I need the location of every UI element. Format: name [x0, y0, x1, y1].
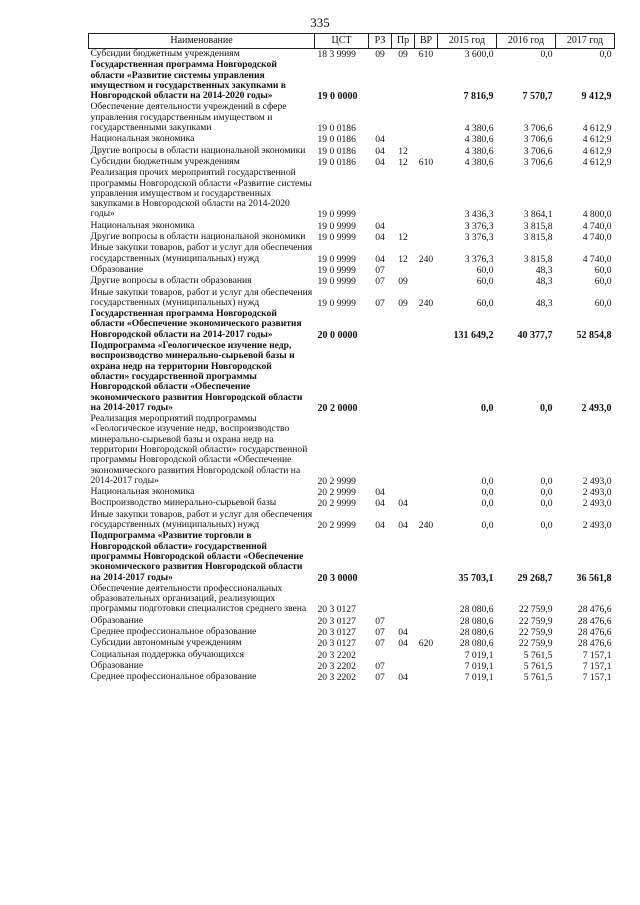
row-2016: 0,0 [540, 520, 553, 532]
row-name: Воспроизводство минерально-сырьевой базы [90, 497, 277, 509]
row-rz [369, 168, 392, 220]
row-name: Субсидии бюджетным учреждениям [90, 155, 240, 167]
row-2017: 52 854,8 [576, 329, 612, 341]
row-2015: 3 376,3 [464, 253, 494, 265]
row-name: Подпрограмма «Развитие торговли в Новгородской области» государственной программы Новгородской области «Обеспечение экономического развития Новгородской области на 2014-2017 годы» [90, 530, 304, 583]
row-vr [415, 341, 438, 414]
row-rz: 04 [375, 220, 385, 232]
row-cst: 20 3 0127 [317, 638, 356, 650]
row-2017: 2 493,0 [582, 498, 612, 510]
row-pr: 12 [398, 232, 408, 244]
row-2016: 40 377,7 [517, 329, 553, 341]
table-row [89, 309, 615, 341]
row-cst: 20 3 0127 [317, 627, 356, 639]
row-2016: 5 761,5 [523, 649, 553, 661]
row-2016: 22 759,9 [518, 604, 553, 616]
row-2017: 2 493,0 [582, 475, 612, 487]
row-rz: 04 [375, 487, 385, 499]
row-2017: 7 157,1 [582, 649, 612, 661]
row-2015: 3 436,3 [464, 209, 494, 221]
row-2017: 2 493,0 [582, 487, 612, 499]
row-rz: 07 [375, 660, 385, 672]
row-name: Другие вопросы в области национальной экономики [90, 231, 306, 243]
table-row [89, 650, 615, 661]
row-cst: 19 0 0186 [317, 156, 356, 168]
row-pr [392, 309, 415, 341]
row-cst: 20 3 0127 [317, 604, 356, 616]
table-row [89, 168, 615, 220]
row-2016: 0,0 [540, 402, 553, 414]
row-2017: 28 476,6 [577, 604, 612, 616]
row-2016: 5 761,5 [523, 660, 553, 672]
row-cst: 20 3 2202 [317, 660, 356, 672]
row-2016: 3 706,6 [523, 156, 553, 168]
row-pr: 09 [398, 49, 408, 60]
row-pr [392, 102, 415, 134]
row-vr [415, 276, 438, 287]
row-pr: 04 [398, 638, 408, 650]
table-row [89, 134, 615, 145]
row-2016: 0,0 [540, 498, 553, 510]
row-pr [392, 616, 415, 627]
row-2015: 0,0 [481, 520, 494, 532]
row-2016: 22 759,9 [518, 638, 553, 650]
row-pr [392, 414, 415, 487]
page-number: 335 [310, 15, 330, 30]
row-name: Обеспечение деятельности учреждений в сфере управления государственным имуществом и государственными закупками [90, 101, 287, 134]
row-rz [369, 60, 392, 102]
row-cst: 20 3 2202 [317, 649, 356, 661]
row-cst: 19 0 0000 [317, 91, 358, 103]
row-cst: 20 3 0127 [317, 615, 356, 627]
row-2016: 48,3 [535, 276, 553, 288]
header-rz: РЗ [369, 34, 392, 49]
row-2015: 3 376,3 [464, 232, 494, 244]
row-name: Иные закупки товаров, работ и услуг для обеспечения государственных (муниципальных) нужд [90, 508, 313, 531]
row-name: Субсидии автономным учреждениям [90, 637, 242, 649]
row-name: Национальная экономика [90, 219, 195, 231]
row-vr [415, 134, 438, 145]
row-pr: 04 [398, 520, 408, 532]
row-cst: 20 3 2202 [317, 672, 356, 684]
row-vr [415, 168, 438, 220]
row-rz: 04 [375, 232, 385, 244]
row-vr: 240 [418, 253, 434, 265]
row-pr: 09 [398, 276, 408, 288]
row-2017: 60,0 [594, 297, 612, 309]
row-cst: 19 0 9999 [317, 253, 356, 265]
row-2017: 9 412,9 [581, 91, 612, 103]
row-2017: 4 740,0 [582, 232, 612, 244]
row-2015: 0,0 [481, 402, 494, 414]
header-name: Наименование [89, 34, 315, 49]
row-2016: 3 706,6 [523, 123, 553, 135]
row-cst: 19 0 0186 [317, 134, 356, 146]
row-name: Национальная экономика [90, 486, 195, 498]
row-2017: 60,0 [594, 264, 612, 276]
row-vr: 620 [418, 638, 434, 650]
row-pr: 04 [398, 627, 408, 639]
row-2015: 60,0 [476, 264, 494, 276]
row-vr [415, 487, 438, 498]
row-name: Государственная программа Новгородской области «Развитие системы управления имуществом и государственных закупками в Новгородской области на 2014-2020 годы» [90, 59, 286, 102]
row-rz [369, 341, 392, 414]
row-cst: 20 2 0000 [317, 402, 358, 414]
table-row [89, 531, 615, 583]
row-rz [369, 531, 392, 583]
header-2016: 2016 год [497, 34, 556, 49]
row-rz [369, 650, 392, 661]
row-rz [369, 102, 392, 134]
row-name: Реализация мероприятий подпрограммы «Геологическое изучение недр, воспроизводство минерально-сырьевой базы и охрана недр на территории Новгородской области» государственной программы Новгородской области «Обеспечение экономического развития Новгородской области на 2014-2017 годы» [90, 413, 308, 486]
row-2015: 28 080,6 [459, 638, 494, 650]
row-2017: 36 561,8 [576, 572, 612, 584]
row-2016: 3 815,8 [523, 220, 553, 232]
row-2015: 7 019,1 [464, 672, 494, 684]
row-rz: 07 [375, 627, 385, 639]
row-2017: 4 740,0 [582, 220, 612, 232]
row-2015: 0,0 [481, 498, 494, 510]
header-vr: ВР [415, 34, 438, 49]
table-header [89, 34, 615, 49]
row-vr: 610 [418, 49, 434, 60]
row-rz: 07 [375, 264, 385, 276]
row-cst: 19 0 9999 [317, 264, 356, 276]
row-2016: 3 706,6 [523, 145, 553, 157]
table-row [89, 584, 615, 616]
header-cst: ЦСТ [315, 34, 369, 49]
row-vr [415, 221, 438, 232]
row-name: Среднее профессиональное образование [90, 626, 257, 638]
row-pr: 12 [398, 145, 408, 157]
row-2015: 3 376,3 [464, 220, 494, 232]
table-row [89, 276, 615, 287]
row-2015: 0,0 [481, 475, 494, 487]
row-pr [392, 661, 415, 672]
row-rz: 04 [375, 156, 385, 168]
row-vr [415, 531, 438, 583]
row-vr [415, 102, 438, 134]
table-row [89, 288, 615, 310]
row-cst: 20 2 9999 [317, 520, 356, 532]
header-2015: 2015 год [438, 34, 497, 49]
table-row [89, 414, 615, 487]
row-pr [392, 60, 415, 102]
table-row [89, 672, 615, 683]
row-rz [369, 414, 392, 487]
row-vr: 240 [418, 297, 434, 309]
row-2017: 2 493,0 [582, 520, 612, 532]
row-2015: 60,0 [476, 297, 494, 309]
row-2017: 28 476,6 [577, 627, 612, 639]
row-2015: 4 380,6 [464, 123, 494, 135]
row-2016: 3 815,8 [523, 253, 553, 265]
row-pr [392, 265, 415, 276]
table-row [89, 341, 615, 414]
row-2017: 7 157,1 [582, 660, 612, 672]
row-name: Социальная поддержка обучающихся [90, 648, 245, 660]
table-body [89, 49, 615, 684]
row-2015: 0,0 [481, 487, 494, 499]
row-rz: 09 [375, 49, 385, 60]
row-name: Государственная программа Новгородской области «Обеспечение экономического развития Новгородской области на 2014-2017 годы» [90, 308, 302, 340]
row-vr [415, 60, 438, 102]
header-pr: Пр [392, 34, 415, 49]
row-vr [415, 661, 438, 672]
row-pr [392, 584, 415, 616]
header-2017: 2017 год [556, 34, 615, 49]
row-2017: 4 612,9 [582, 123, 612, 135]
row-rz: 04 [375, 498, 385, 510]
row-cst: 19 0 9999 [317, 220, 356, 232]
row-2016: 0,0 [540, 487, 553, 499]
row-2015: 28 080,6 [459, 615, 494, 627]
row-vr [415, 627, 438, 638]
row-2015: 3 600,0 [464, 49, 494, 60]
row-2016: 0,0 [540, 49, 553, 60]
row-pr [392, 341, 415, 414]
row-cst: 20 3 0000 [317, 572, 358, 584]
row-name: Образование [90, 614, 144, 626]
row-vr [415, 146, 438, 157]
row-2017: 4 612,9 [582, 156, 612, 168]
row-2016: 48,3 [535, 264, 553, 276]
row-2017: 2 493,0 [581, 402, 612, 414]
row-cst: 20 2 9999 [317, 498, 356, 510]
row-2016: 3 864,1 [523, 209, 553, 221]
row-2016: 22 759,9 [518, 627, 553, 639]
row-2017: 7 157,1 [582, 672, 612, 684]
row-pr [392, 134, 415, 145]
row-vr [415, 616, 438, 627]
row-2016: 3 706,6 [523, 134, 553, 146]
row-2016: 7 570,7 [522, 91, 553, 103]
row-rz: 04 [375, 134, 385, 146]
row-vr: 240 [418, 520, 434, 532]
row-name: Иные закупки товаров, работ и услуг для обеспечения государственных (муниципальных) нужд [90, 242, 313, 264]
row-2016: 0,0 [540, 475, 553, 487]
row-name: Образование [90, 263, 144, 275]
row-2016: 3 815,8 [523, 232, 553, 244]
row-pr [392, 168, 415, 220]
row-2015: 4 380,6 [464, 134, 494, 146]
row-cst: 19 0 9999 [317, 232, 356, 244]
row-rz: 07 [375, 638, 385, 650]
row-2016: 48,3 [535, 297, 553, 309]
table-row [89, 60, 615, 102]
row-rz: 04 [375, 253, 385, 265]
row-2015: 7 816,9 [463, 91, 494, 103]
row-vr [415, 414, 438, 487]
row-2017: 4 800,0 [582, 209, 612, 221]
row-vr [415, 584, 438, 616]
row-pr: 04 [398, 498, 408, 510]
row-vr [415, 650, 438, 661]
row-2017: 28 476,6 [577, 615, 612, 627]
row-2015: 28 080,6 [459, 627, 494, 639]
row-rz: 04 [375, 520, 385, 532]
table-row [89, 638, 615, 649]
row-2017: 28 476,6 [577, 638, 612, 650]
row-2015: 7 019,1 [464, 649, 494, 661]
row-name: Национальная экономика [90, 133, 195, 145]
row-name: Реализация прочих мероприятий государственной программы Новгородской области «Развитие системы управления имуществом и государственных закупками в Новгородской области на 2014-2020 годы» [90, 167, 312, 220]
row-rz: 07 [375, 297, 385, 309]
row-vr [415, 232, 438, 243]
row-name: Подпрограмма «Геологическое изучение недр, воспроизводство минерально-сырьевой базы и охрана недр на территории Новгородской области» государственной программы Новгородской области «Обеспечение экономического развития Новгородской области на 2014-2017 годы» [90, 340, 303, 413]
row-cst: 20 2 9999 [317, 487, 356, 499]
row-2016: 5 761,5 [523, 672, 553, 684]
row-pr [392, 487, 415, 498]
row-name: Другие вопросы в области национальной экономики [90, 144, 306, 156]
row-name: Субсидии бюджетным учреждениям [90, 48, 240, 59]
row-vr [415, 265, 438, 276]
row-name: Иные закупки товаров, работ и услуг для обеспечения государственных (муниципальных) нужд [90, 286, 313, 308]
row-cst: 19 0 9999 [317, 276, 356, 288]
row-2015: 60,0 [476, 276, 494, 288]
row-pr [392, 531, 415, 583]
row-rz: 07 [375, 276, 385, 288]
row-2016: 29 268,7 [517, 572, 553, 584]
row-pr [392, 650, 415, 661]
row-2017: 4 612,9 [582, 134, 612, 146]
row-vr: 610 [418, 156, 434, 168]
row-2017: 0,0 [599, 49, 612, 60]
row-rz [369, 309, 392, 341]
row-vr [415, 672, 438, 683]
row-rz: 07 [375, 672, 385, 684]
row-name: Среднее профессиональное образование [90, 671, 257, 683]
row-cst: 19 0 0186 [317, 123, 356, 135]
header-row [89, 34, 615, 49]
row-vr [415, 309, 438, 341]
row-2017: 4 740,0 [582, 253, 612, 265]
table-row [89, 102, 615, 134]
row-2015: 4 380,6 [464, 156, 494, 168]
table-row [89, 510, 615, 532]
row-vr [415, 498, 438, 509]
row-pr: 12 [398, 156, 408, 168]
row-rz [369, 584, 392, 616]
row-2015: 4 380,6 [464, 145, 494, 157]
row-pr: 09 [398, 297, 408, 309]
row-2015: 28 080,6 [459, 604, 494, 616]
row-2015: 7 019,1 [464, 660, 494, 672]
row-2016: 22 759,9 [518, 615, 553, 627]
row-rz: 04 [375, 145, 385, 157]
row-cst: 19 0 9999 [317, 209, 356, 221]
table-row [89, 243, 615, 265]
row-2017: 60,0 [594, 276, 612, 288]
row-cst: 19 0 0186 [317, 145, 356, 157]
row-name: Образование [90, 659, 144, 671]
row-rz: 07 [375, 615, 385, 627]
row-pr: 04 [398, 672, 408, 684]
budget-table [88, 33, 615, 684]
row-2017: 4 612,9 [582, 145, 612, 157]
row-pr: 12 [398, 253, 408, 265]
row-cst: 19 0 9999 [317, 297, 356, 309]
row-cst: 20 0 0000 [317, 329, 358, 341]
row-2015: 35 703,1 [458, 572, 494, 584]
row-cst: 20 2 9999 [317, 475, 356, 487]
row-name: Обеспечение деятельности профессиональных образовательных организаций, реализующих программы подготовки специалистов среднего звена [90, 582, 307, 615]
row-2015: 131 649,2 [453, 329, 494, 341]
row-pr [392, 221, 415, 232]
row-name: Другие вопросы в области образования [90, 275, 252, 287]
row-cst: 18 3 9999 [317, 49, 356, 60]
